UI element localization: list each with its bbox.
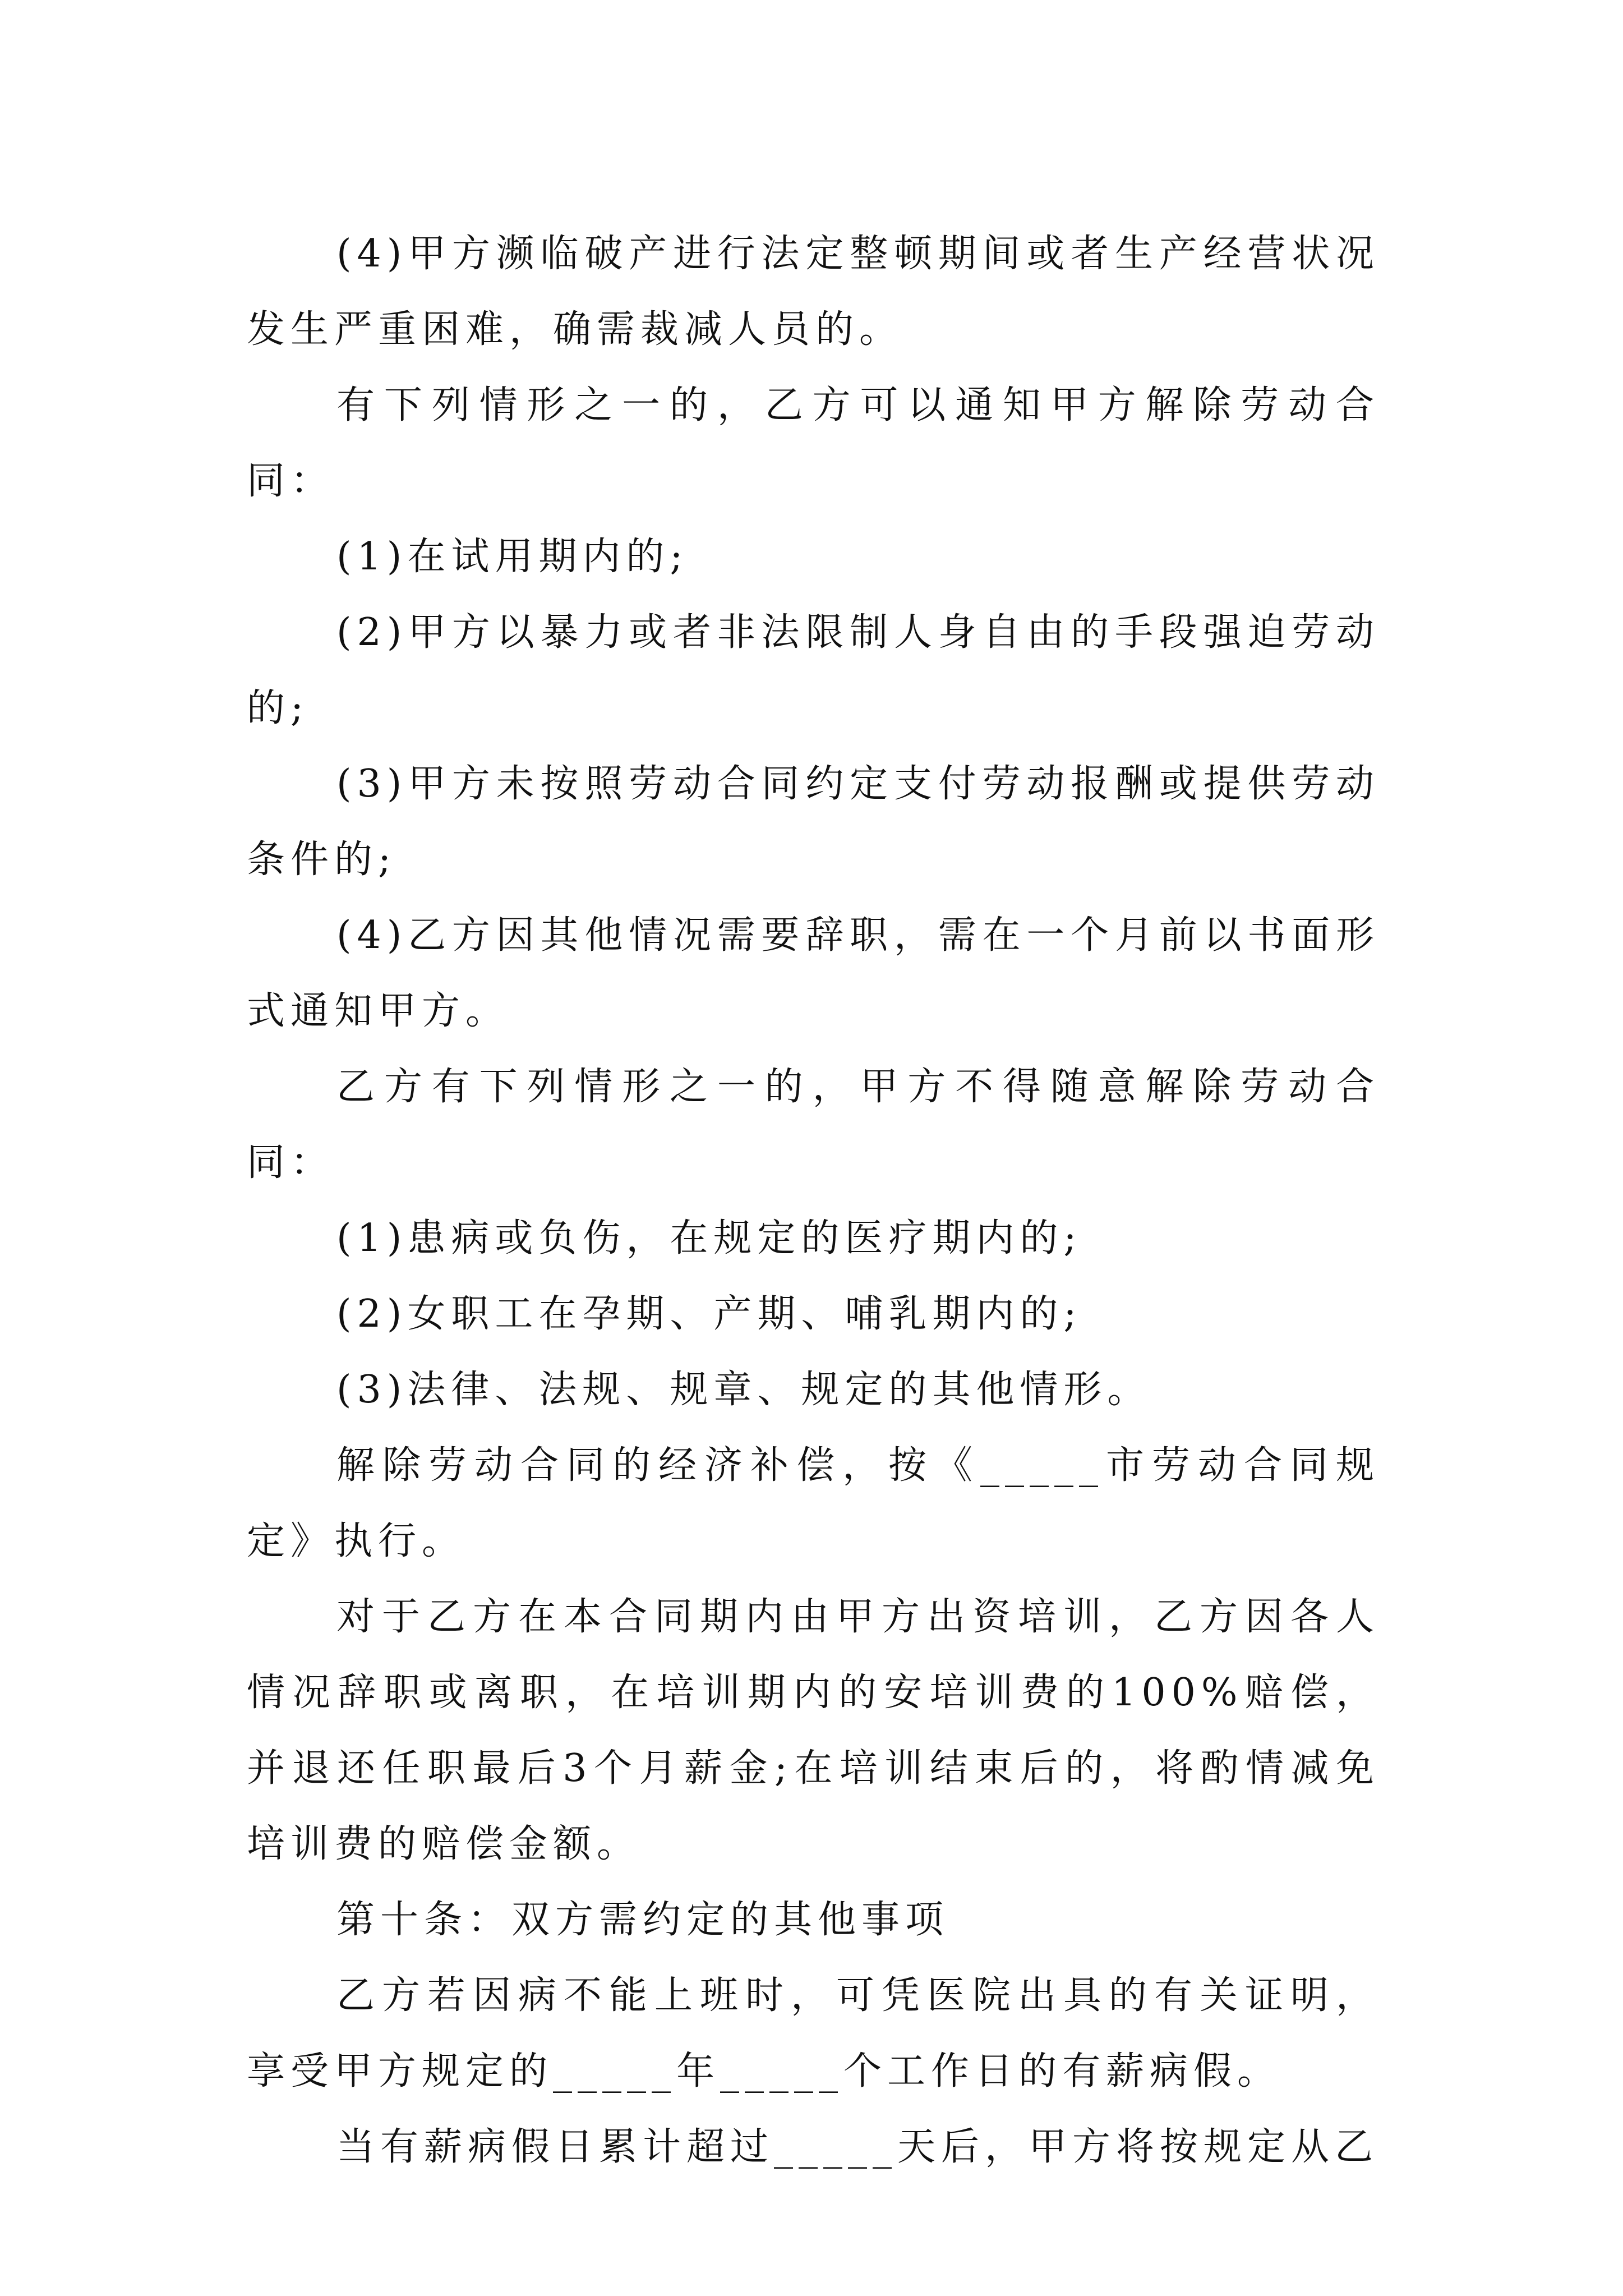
document-page [247, 216, 1380, 2185]
paragraph-sick-leave: 乙方若因病不能上班时，可凭医院出具的有关证明，享受甲方规定的_____年_____个工作日的有薪病假。 [247, 1973, 1380, 2093]
paragraph-resignation-notice: (4)乙方因其他情况需要辞职，需在一个月前以书面形式通知甲方。 [247, 913, 1380, 1033]
paragraph-sick-leave-excess: 当有薪病假日累计超过_____天后，甲方将按规定从乙 [336, 2125, 1379, 2169]
paragraph-forced-labor: (2)甲方以暴力或者非法限制人身自由的手段强迫劳动的; [247, 610, 1380, 730]
paragraph-pregnancy: (2)女职工在孕期、产期、哺乳期内的; [336, 1292, 1082, 1336]
paragraph-unpaid-wages: (3)甲方未按照劳动合同约定支付劳动报酬或提供劳动条件的; [247, 762, 1380, 882]
paragraph-employer-restriction-intro: 乙方有下列情形之一的，甲方不得随意解除劳动合同： [247, 1065, 1380, 1185]
paragraph-bankruptcy-layoff: (4)甲方濒临破产进行法定整顿期间或者生产经营状况发生严重困难，确需裁减人员的。 [247, 232, 1380, 352]
paragraph-probation: (1)在试用期内的; [336, 535, 689, 579]
paragraph-other-legal: (3)法律、法规、规章、规定的其他情形。 [336, 1368, 1151, 1412]
paragraph-training-cost: 对于乙方在本合同期内由甲方出资培训，乙方因各人情况辞职或离职，在培训期内的安培训费的100%赔偿，并退还任职最后3个月薪金;在培训结束后的，将酌情减免培训费的赔偿金额。 [247, 1595, 1380, 1866]
section-heading-article-10: 第十条：双方需约定的其他事项 [336, 1898, 949, 1942]
paragraph-illness-injury: (1)患病或负伤，在规定的医疗期内的; [336, 1216, 1082, 1260]
paragraph-employee-termination-intro: 有下列情形之一的，乙方可以通知甲方解除劳动合同： [247, 383, 1380, 503]
paragraph-compensation: 解除劳动合同的经济补偿，按《_____市劳动合同规定》执行。 [247, 1443, 1380, 1563]
